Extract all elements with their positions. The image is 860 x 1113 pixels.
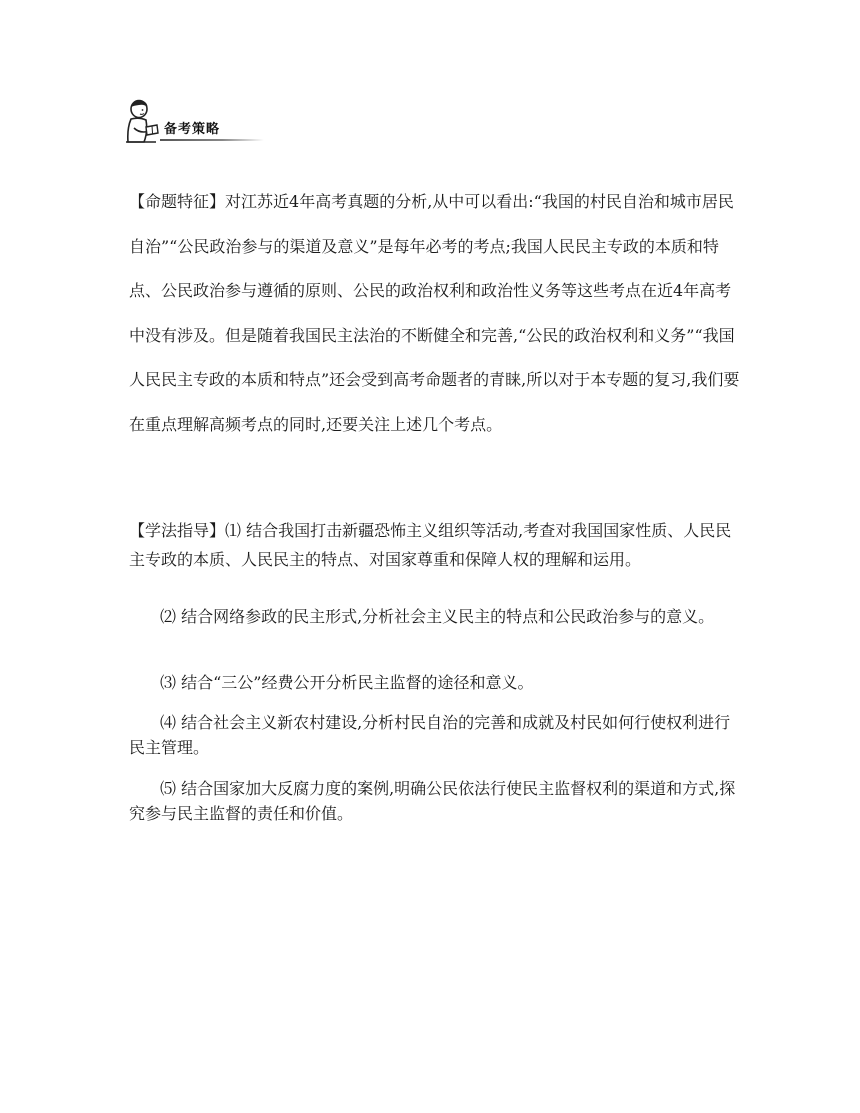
study-guidance-item-4: ⑷ 结合社会主义新农村建设,分析村民自治的完善和成就及村民如何行使权利进行民主管理。 [129, 713, 731, 757]
study-guidance-item-2: ⑵ 结合网络参政的民主形式,分析社会主义民主的特点和公民政治参与的意义。 [160, 607, 715, 626]
proposition-features-paragraph [129, 180, 741, 447]
study-guidance-item-1: ⑴ 结合我国打击新疆恐怖主义组织等活动,考查对我国国家性质、人民民主专政的本质、人民民主的特点、对国家尊重和保障人权的理解和运用。 [129, 521, 732, 569]
proposition-features-text: 对江苏近4年高考真题的分析,从中可以看出:“我国的村民自治和城市居民自治”“公民政治参与的渠道及意义”是每年必考的考点;我国人民民主专政的本质和特点、公民政治参与遵循的原则、公民的政治权利和政治性义务等这些考点在近4年高考中没有涉及。但是随着我国民主法治的不断健全和完善,“公民的政治权利和义务”“我国人民民主专政的本质和特点”还会受到高考命题者的青睐,所以对于本专题的复习,我们要在重点理解高频考点的同时,还要关注上述几个考点。 [129, 192, 740, 434]
study-guidance-paragraph [129, 516, 741, 574]
study-guidance-item-3: ⑶ 结合“三公”经费公开分析民主监督的途径和意义。 [160, 673, 534, 692]
student-reading-icon [122, 98, 162, 146]
study-guidance-tag: 【学法指导】 [129, 521, 226, 540]
study-guidance-item-5: ⑸ 结合国家加大反腐力度的案例,明确公民依法行使民主监督权利的渠道和方式,探究参与民主监督的责任和价值。 [129, 779, 736, 823]
section-header [122, 98, 262, 146]
header-divider [160, 139, 264, 141]
section-header-title: 备考策略 [164, 122, 221, 137]
proposition-features-tag: 【命题特征】 [129, 192, 226, 211]
